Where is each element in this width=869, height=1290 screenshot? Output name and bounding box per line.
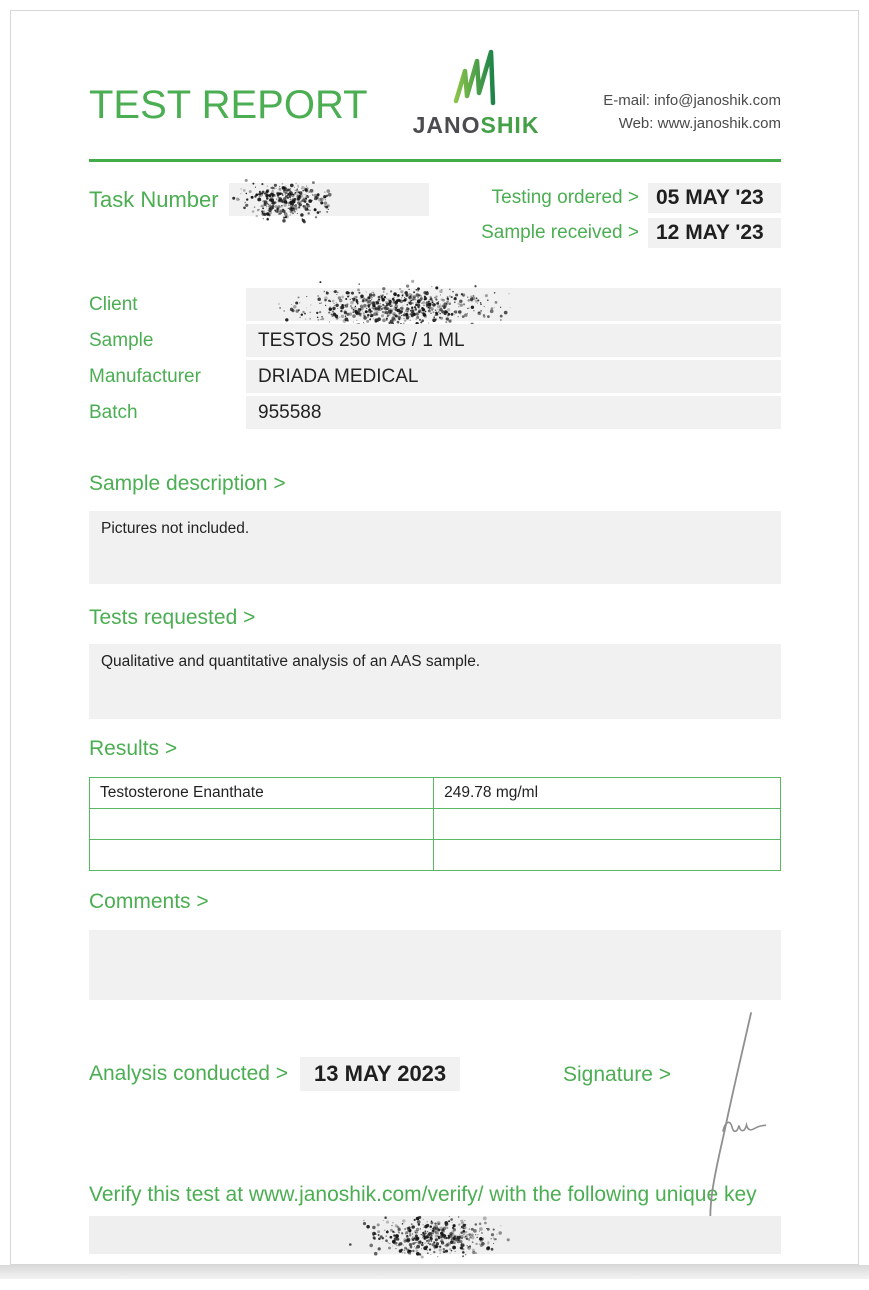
manufacturer-label: Manufacturer bbox=[89, 366, 201, 387]
analysis-signature-row bbox=[89, 1057, 781, 1091]
tests-requested-heading: Tests requested > bbox=[89, 606, 256, 629]
signature-label: Signature > bbox=[563, 1063, 671, 1086]
page-bottom-shadow bbox=[0, 1265, 869, 1279]
sample-description-heading: Sample description > bbox=[89, 472, 286, 495]
sample-received-row bbox=[481, 218, 781, 248]
manufacturer-value: DRIADA MEDICAL bbox=[246, 360, 781, 393]
sample-received-label: Sample received > bbox=[481, 222, 639, 243]
header-divider bbox=[89, 159, 781, 162]
testing-ordered-value: 05 MAY '23 bbox=[648, 183, 781, 213]
redaction-scribble bbox=[223, 177, 353, 225]
result-substance bbox=[90, 840, 434, 871]
client-label: Client bbox=[89, 294, 138, 315]
sample-description-box: Pictures not included. bbox=[89, 511, 781, 584]
comments-box bbox=[89, 930, 781, 1000]
result-value bbox=[434, 840, 781, 871]
comments-heading: Comments > bbox=[89, 890, 209, 913]
signature-scribble bbox=[687, 1007, 777, 1242]
redaction-scribble bbox=[340, 1212, 530, 1262]
unique-key-bar bbox=[89, 1216, 781, 1254]
result-substance: Testosterone Enanthate bbox=[90, 778, 434, 809]
testing-ordered-label: Testing ordered > bbox=[491, 187, 639, 208]
client-row bbox=[89, 288, 781, 321]
client-value-redacted bbox=[246, 288, 781, 321]
sample-row bbox=[89, 324, 781, 357]
janoshik-logo bbox=[413, 49, 540, 137]
task-meta-row bbox=[89, 183, 781, 248]
result-value bbox=[434, 809, 781, 840]
chart-trend-icon bbox=[450, 49, 502, 112]
report-header bbox=[89, 11, 781, 137]
sample-value: TESTOS 250 MG / 1 ML bbox=[246, 324, 781, 357]
test-report-page bbox=[10, 10, 859, 1265]
table-row bbox=[90, 809, 781, 840]
contact-email: E-mail: info@janoshik.com bbox=[603, 92, 781, 109]
batch-label: Batch bbox=[89, 402, 138, 423]
result-value: 249.78 mg/ml bbox=[434, 778, 781, 809]
logo-wordmark bbox=[413, 114, 540, 137]
result-substance bbox=[90, 809, 434, 840]
batch-row bbox=[89, 396, 781, 429]
task-number-label: Task Number bbox=[89, 187, 219, 212]
task-number-value-redacted bbox=[229, 183, 429, 216]
table-row bbox=[90, 778, 781, 809]
testing-ordered-row bbox=[481, 183, 781, 213]
page-title: TEST REPORT bbox=[89, 83, 368, 127]
sample-details bbox=[89, 288, 781, 429]
results-heading: Results > bbox=[89, 737, 178, 760]
tests-requested-box: Qualitative and quantitative analysis of an AAS sample. bbox=[89, 644, 781, 719]
logo-wordmark-jano: JANO bbox=[412, 112, 481, 138]
results-table bbox=[89, 777, 781, 871]
table-row bbox=[90, 840, 781, 871]
logo-wordmark-shik: SHIK bbox=[480, 112, 540, 138]
verify-instruction: Verify this test at www.janoshik.com/verify/ with the following unique key bbox=[89, 1183, 757, 1206]
sample-received-value: 12 MAY '23 bbox=[648, 218, 781, 248]
sample-label: Sample bbox=[89, 330, 154, 351]
analysis-conducted-value: 13 MAY 2023 bbox=[300, 1057, 460, 1091]
contact-web: Web: www.janoshik.com bbox=[618, 115, 781, 133]
analysis-conducted-label: Analysis conducted > bbox=[89, 1062, 289, 1085]
contact-info bbox=[603, 85, 781, 136]
batch-value: 955588 bbox=[246, 396, 781, 429]
dates-block bbox=[481, 183, 781, 248]
manufacturer-row bbox=[89, 360, 781, 393]
